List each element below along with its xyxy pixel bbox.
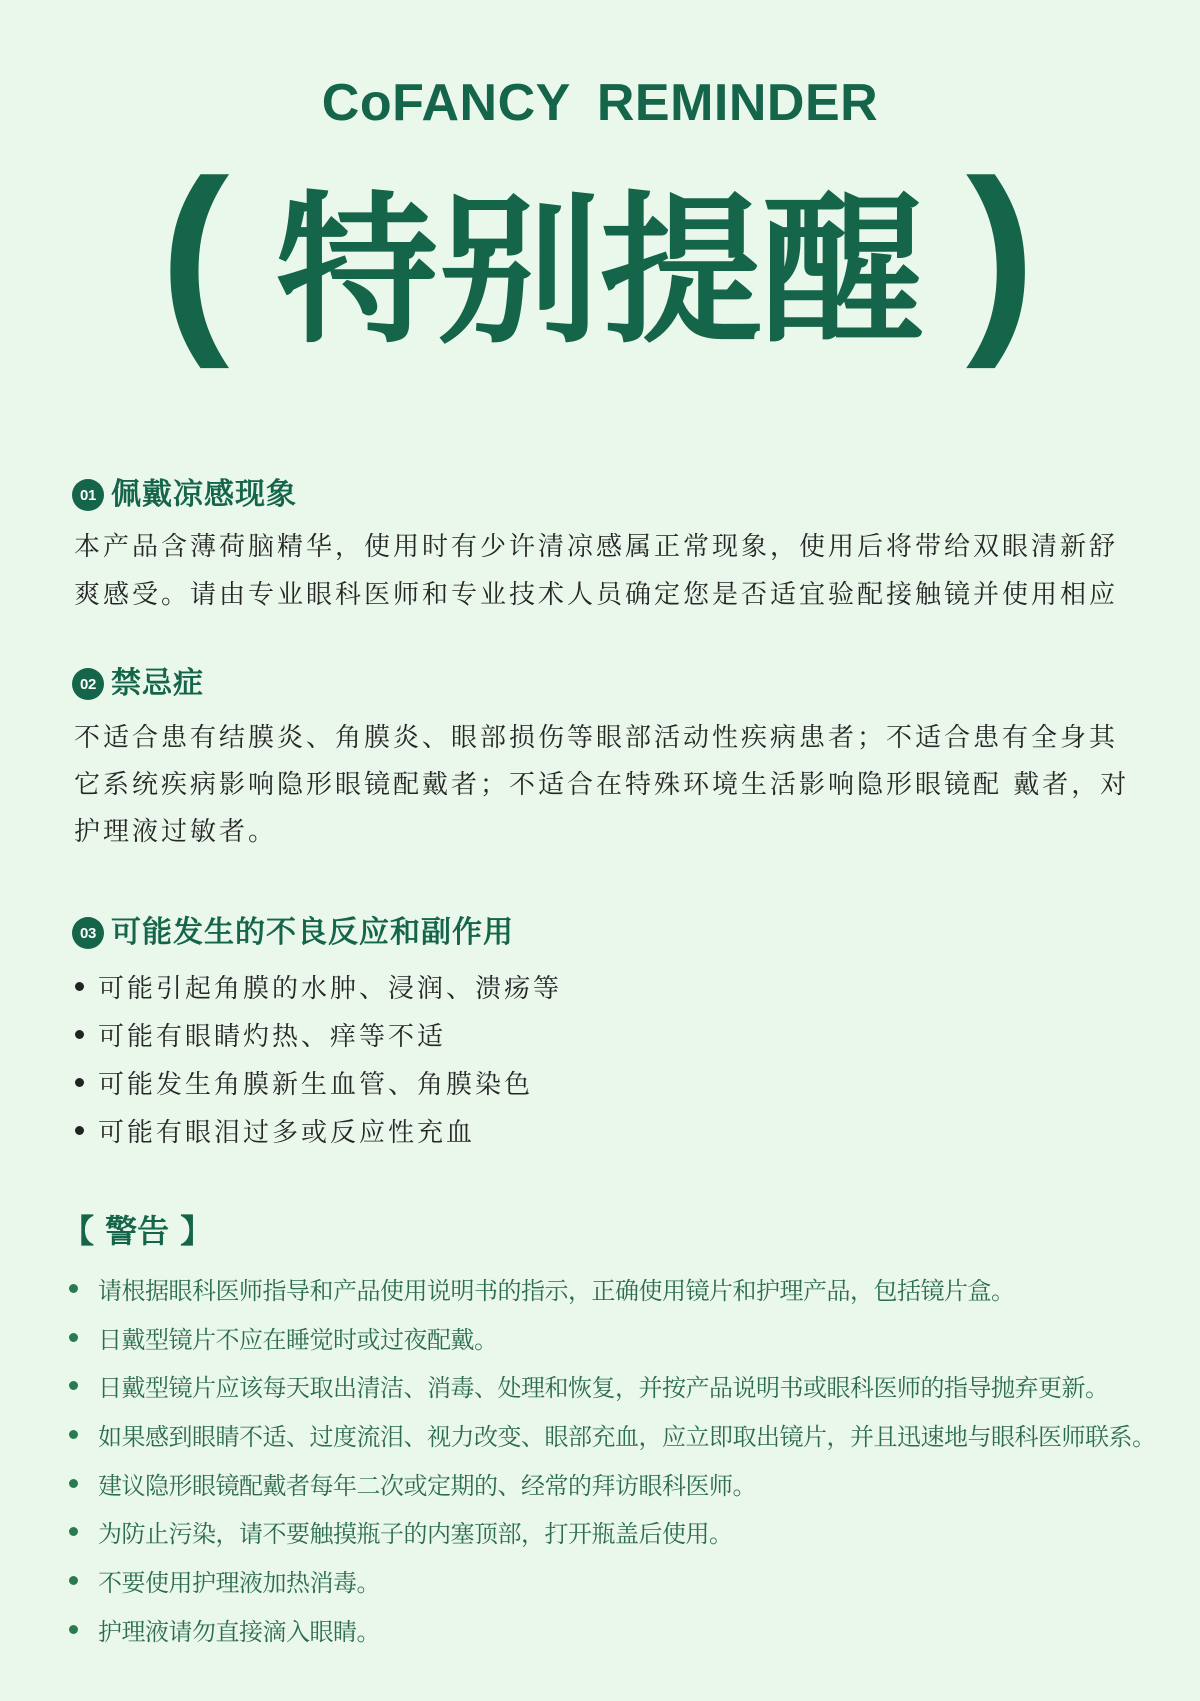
section-03-title: 可能发生的不良反应和副作用 [111,915,514,950]
section-01-line: 本产品含薄荷脑精华，使用时有少许清凉感属正常现象，使用后将带给双眼清新舒 [74,532,1119,562]
warning-item [69,1605,1156,1654]
section-02-heading [72,664,204,704]
warning-item [69,1556,1156,1605]
section-02-body [74,715,1129,856]
warning-item [69,1361,1156,1410]
section-01-line: 爽感受。请由专业眼科医师和专业技术人员确定您是否适宜验配接触镜并使用相应 [74,580,1119,610]
warning-item-text: 护理液请勿直接滴入眼睛。 [98,1617,380,1646]
bullet-dot [75,1078,84,1087]
bullet-dot [69,1284,78,1293]
warning-item-text: 请根据眼科医师指导和产品使用说明书的指示，正确使用镜片和护理产品，包括镜片盒。 [98,1276,1015,1305]
bullet-dot [69,1527,78,1536]
list-item-text: 可能有眼睛灼热、痒等不适 [98,1021,447,1052]
warning-list [69,1264,1156,1654]
bullet-dot [69,1381,78,1390]
section-03-badge: 03 [72,917,104,949]
warning-item-text: 为防止污染，请不要触摸瓶子的内塞顶部，打开瓶盖后使用。 [98,1520,733,1549]
section-02-line: 它系统疾病影响隐形眼镜配戴者；不适合在特殊环境生活影响隐形眼镜配 戴者，对 [74,770,1130,800]
list-item [75,1106,562,1154]
bullet-dot [75,1126,84,1135]
bullet-dot [69,1625,78,1634]
warning-item [69,1313,1156,1362]
warning-heading: 【 警告 】 [62,1212,213,1250]
brand-title: CoFANCY REMINDER [321,74,879,132]
list-item-text: 可能引起角膜的水肿、浸润、溃疡等 [98,973,563,1004]
open-paren: ( [160,138,230,370]
warning-item [69,1507,1156,1556]
warning-item [69,1410,1156,1459]
section-01-heading [72,475,297,515]
section-02-title: 禁忌症 [111,666,204,701]
list-item-text: 可能发生角膜新生血管、角膜染色 [98,1069,534,1100]
bullet-dot [75,982,84,991]
list-item [75,962,562,1010]
section-02-line: 不适合患有结膜炎、角膜炎、眼部损伤等眼部活动性疾病患者；不适合患有全身其 [74,723,1119,753]
bullet-dot [69,1479,78,1488]
bullet-dot [69,1333,78,1342]
list-item [75,1058,562,1106]
warning-item-text: 日戴型镜片应该每天取出清洁、消毒、处理和恢复，并按产品说明书或眼科医师的指导抛弃更新。 [98,1374,1109,1403]
warning-item-text: 日戴型镜片不应在睡觉时或过夜配戴。 [98,1325,498,1354]
bullet-dot [75,1030,84,1039]
main-title: 特别提醒 [276,178,924,366]
section-01-badge: 01 [72,479,104,511]
bullet-dot [69,1576,78,1585]
close-paren: ) [966,138,1036,370]
bullet-dot [69,1430,78,1439]
warning-item-text: 建议隐形眼镜配戴者每年二次或定期的、经常的拜访眼科医师。 [98,1471,756,1500]
section-01-body [74,523,1118,619]
side-effects-list [75,962,562,1154]
warning-item-text: 不要使用护理液加热消毒。 [98,1568,380,1597]
section-02-badge: 02 [72,668,104,700]
warning-item-text: 如果感到眼睛不适、过度流泪、视力改变、眼部充血，应立即取出镜片，并且迅速地与眼科医师联系。 [98,1422,1156,1451]
list-item [75,1010,562,1058]
section-01-title: 佩戴凉感现象 [111,477,297,512]
warning-item [69,1459,1156,1508]
list-item-text: 可能有眼泪过多或反应性充血 [98,1117,476,1148]
section-03-heading [72,913,514,953]
warning-item [69,1264,1156,1313]
section-02-line: 护理液过敏者。 [74,817,278,847]
